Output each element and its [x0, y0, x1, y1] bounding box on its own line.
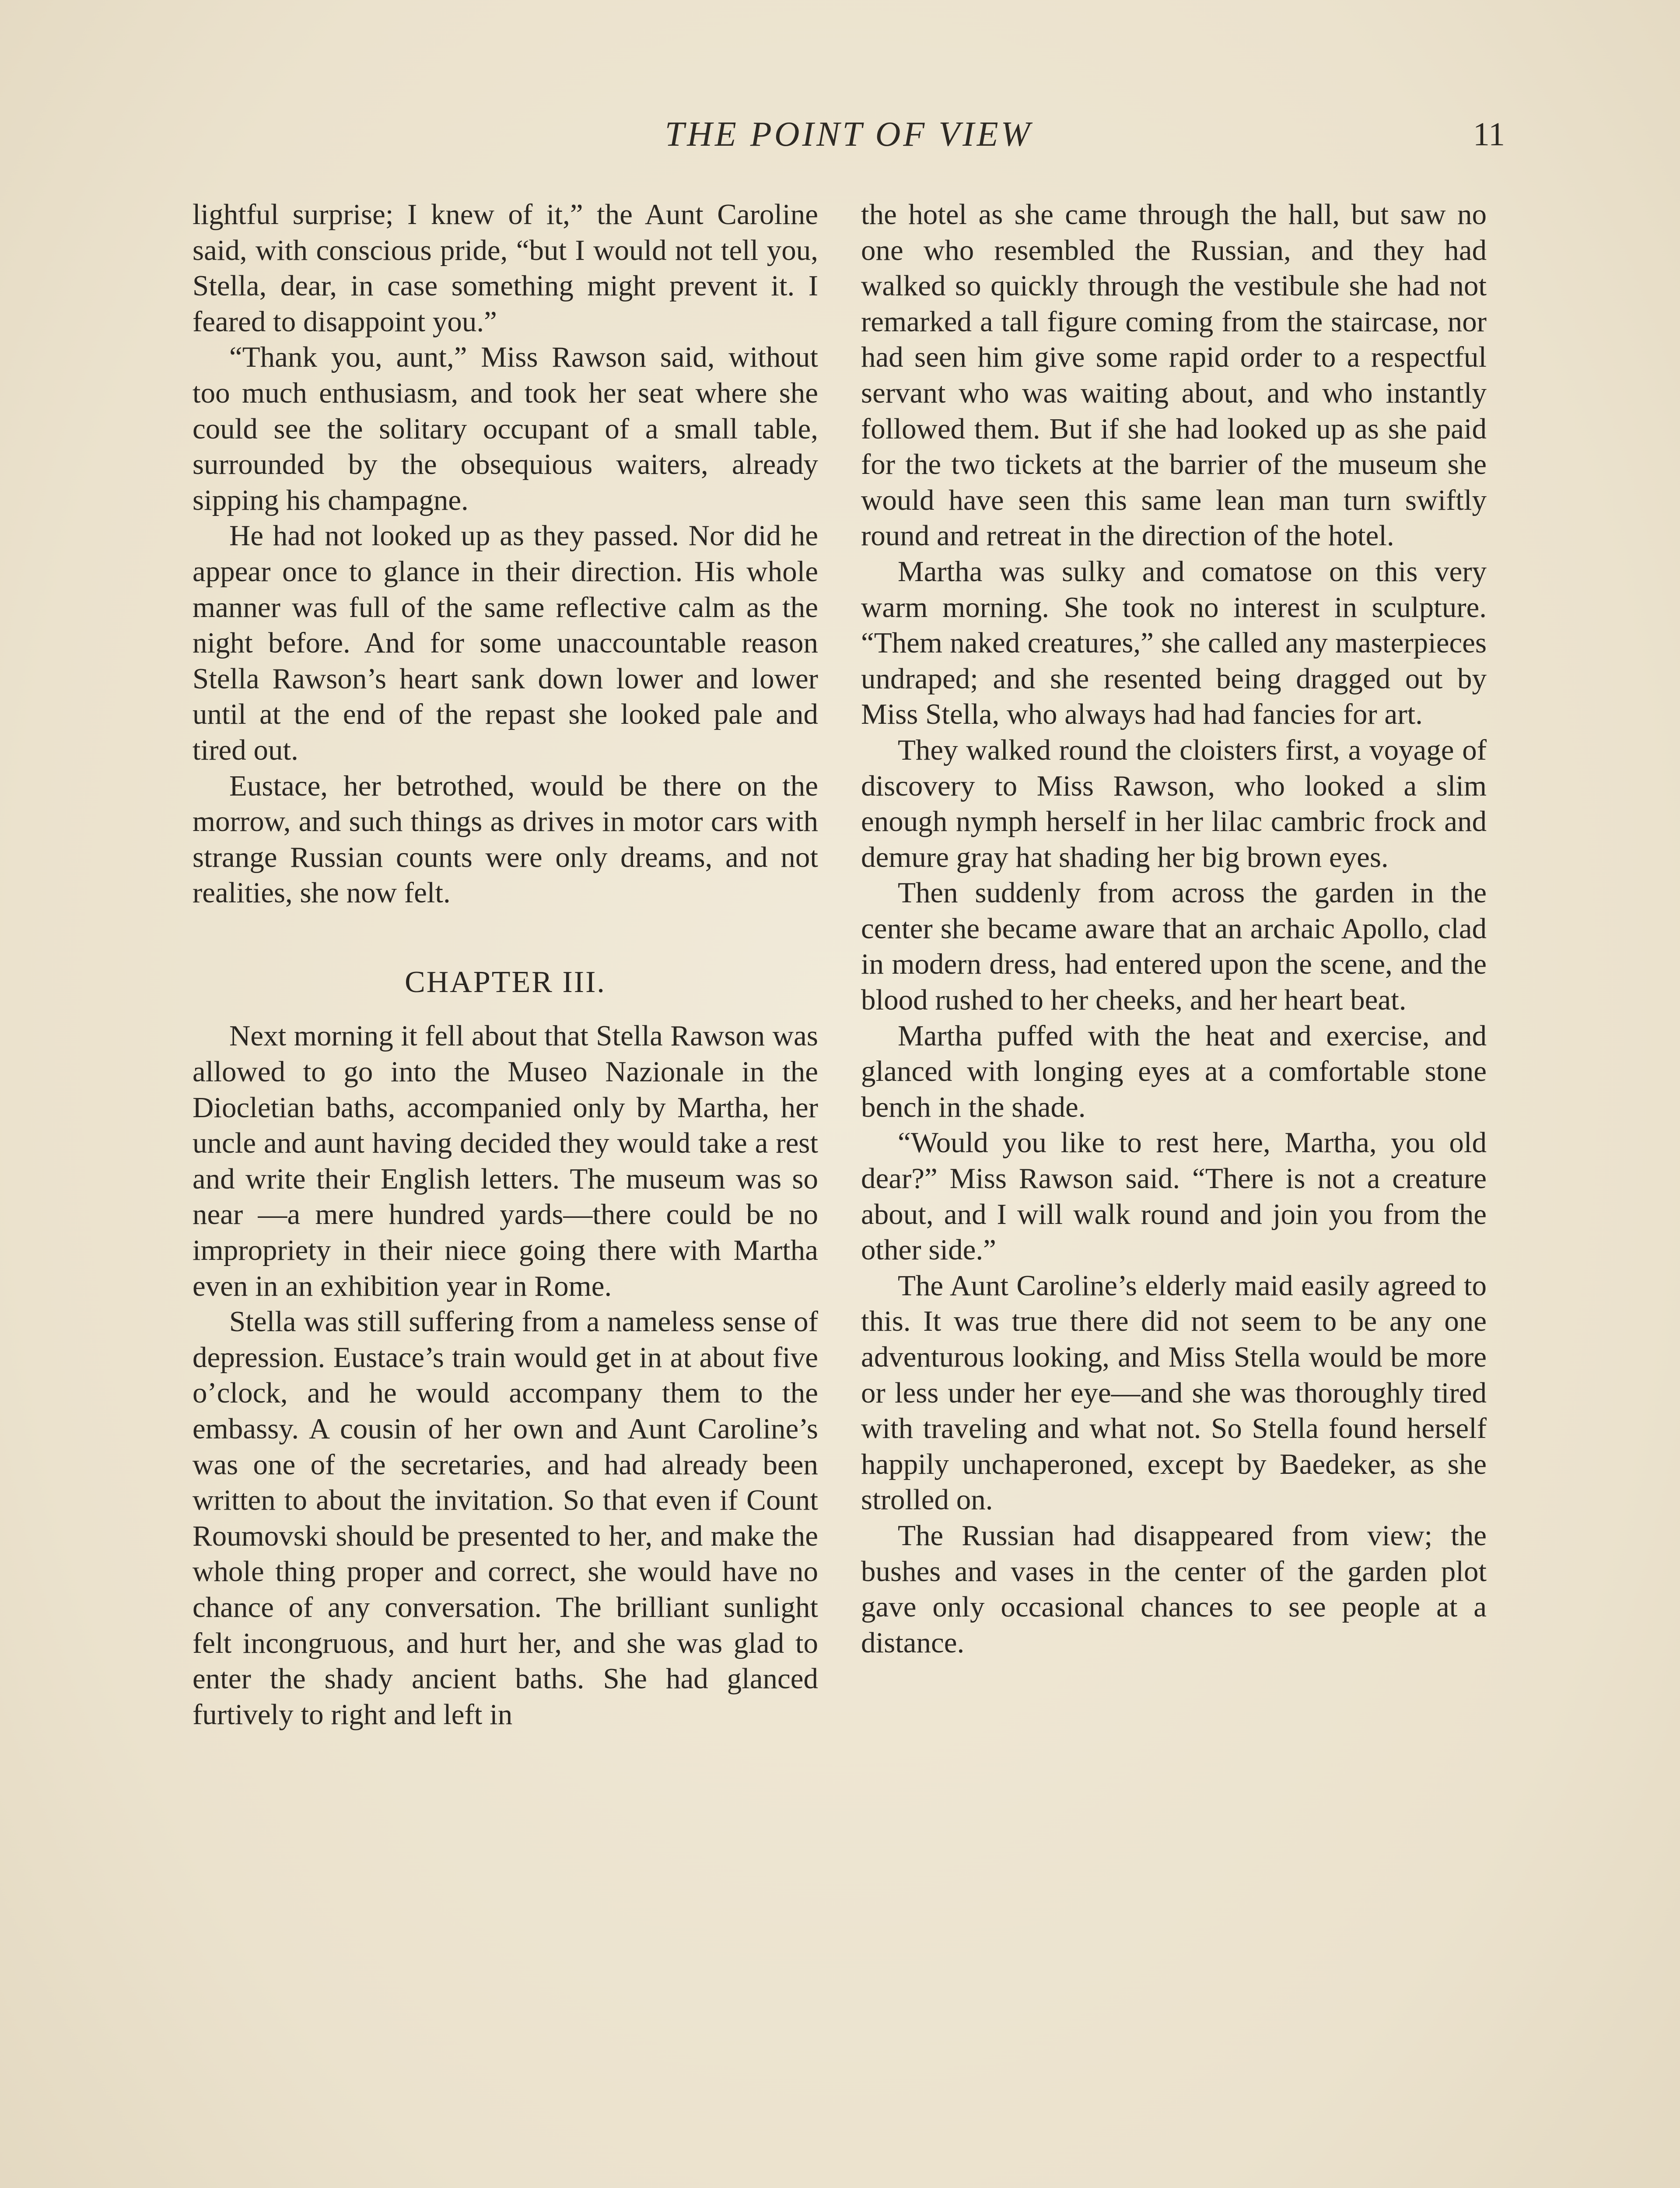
paragraph: Martha was sulky and comatose on this very warm morning. She took no interest in sculpture. “Them naked creatures,” she called any masterpieces undraped; and she resented being dragged out by Miss Stella, who always had had fancies for art.: [861, 555, 1487, 731]
paragraph: the hotel as she came through the hall, but saw no one who resembled the Russian, and they had walked so quickly through the vestibule she had not remarked a tall figure coming from the staircase, nor had seen him give some rapid order to a respectful servant who was waiting about, and who instantly followed them. But if she had looked up as she paid for the two tickets at the barrier of the museum she would have seen this same lean man turn swiftly round and retreat in the direction of the hotel.: [861, 198, 1487, 552]
paragraph: They walked round the cloisters first, a voyage of discovery to Miss Rawson, who looked a slim enough nymph herself in her lilac cambric frock and demure gray hat shading her big brown eyes.: [861, 733, 1487, 873]
paragraph: The Russian had disappeared from view; the bushes and vases in the center of the garden plot gave only occasional chances to see people at a distance.: [861, 1519, 1487, 1659]
paragraph: Then suddenly from across the garden in the center she became aware that an archaic Apollo, clad in modern dress, had entered upon the scene, and the blood rushed to her cheeks, and her heart beat.: [861, 877, 1487, 1017]
paragraph: Eustace, her betrothed, would be there on the morrow, and such things as drives in motor cars with strange Russian counts were only dreams, and not realities, she now felt.: [192, 769, 818, 909]
running-head: [192, 115, 1505, 163]
page-number: 11: [1473, 116, 1505, 153]
paragraph: Martha puffed with the heat and exercise, and glanced with longing eyes at a comfortable stone bench in the shade.: [861, 1019, 1487, 1123]
paragraph: Stella was still suffering from a nameless sense of depression. Eustace’s train would get in at about five o’clock, and he would accompany them to the embassy. A cousin of her own and Aunt Caroline’s was one of the secretaries, and had already been written to about the invitation. So that even if Count Roumovski should be presented to her, and make the whole thing proper and correct, she would have no chance of any conversation. The brilliant sunlight felt incongruous, and hurt her, and she was glad to enter the shady ancient baths. She had glanced furtively to right and left in: [192, 1305, 818, 1731]
running-title: THE POINT OF VIEW: [665, 115, 1033, 154]
paragraph: lightful surprise; I knew of it,” the Aunt Caroline said, with conscious pride, “but I would not tell you, Stella, dear, in case something might prevent it. I feared to disappoint you.”: [192, 198, 818, 338]
paragraph: Next morning it fell about that Stella Rawson was allowed to go into the Museo Nazionale in the Diocletian baths, accompanied only by Martha, her uncle and aunt having decided they would take a rest and write their English letters. The museum was so near —a mere hundred yards—there could be no impropriety in their niece going there with Martha even in an exhibition year in Rome.: [192, 1020, 818, 1302]
paragraph: He had not looked up as they passed. Nor did he appear once to glance in their direction. His whole manner was full of the same reflective calm as the night before. And for some unaccountable reason Stella Rawson’s heart sank down lower and lower until at the end of the repast she looked pale and tired out.: [192, 519, 818, 766]
chapter-heading: CHAPTER III.: [405, 965, 606, 999]
paragraph: “Would you like to rest here, Martha, you old dear?” Miss Rawson said. “There is not a creature about, and I will walk round and join you from the other side.”: [861, 1126, 1487, 1266]
left-column: [192, 197, 818, 1732]
paragraph: “Thank you, aunt,” Miss Rawson said, without too much enthusiasm, and took her seat where she could see the solitary occupant of a small table, surrounded by the obsequious waiters, already sipping his champagne.: [192, 341, 818, 516]
paragraph: The Aunt Caroline’s elderly maid easily agreed to this. It was true there did not seem to be any one adventurous looking, and Miss Stella would be more or less under her eye—and she was thoroughly tired with traveling and what not. So Stella found herself happily unchaperoned, except by Baedeker, as she strolled on.: [861, 1269, 1487, 1516]
right-column: [861, 197, 1487, 1661]
